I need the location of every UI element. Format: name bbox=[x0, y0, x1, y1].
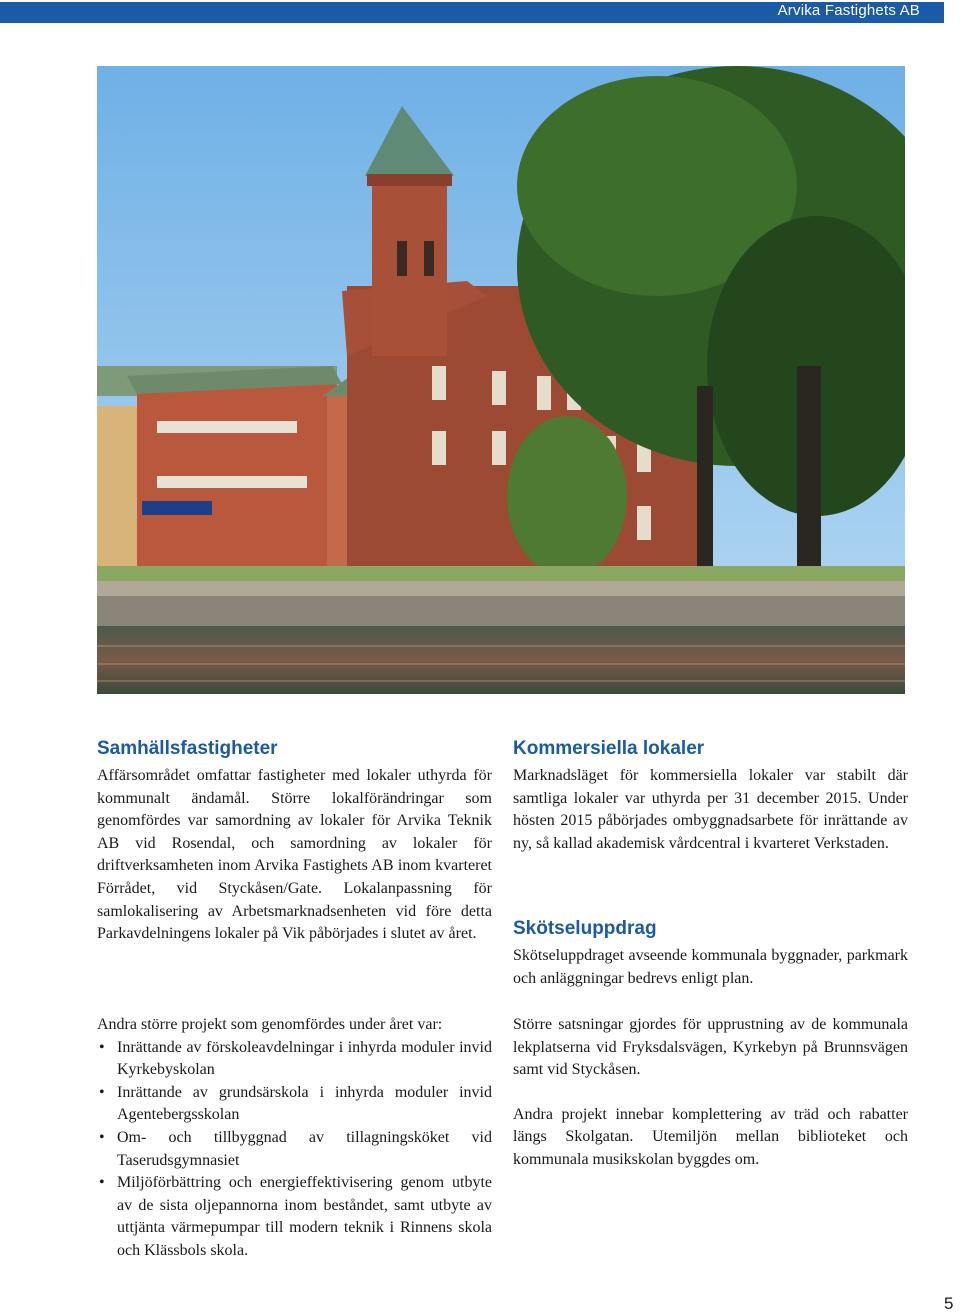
page-number: 5 bbox=[944, 1294, 954, 1313]
paragraph-satsningar: Större satsningar gjordes för upprustning av de kommunala lekplatserna vid Fryksdalsvägen, Kyrkebyn på Brunnsvägen samt vid Styckåsen. bbox=[513, 1016, 908, 1079]
list-item: • Inrättande av förskoleavdelningar i inhyrda moduler invid Kyrkebyskolan bbox=[99, 1038, 492, 1079]
left-column bbox=[97, 737, 492, 946]
paragraph-samhallsfastigheter: Affärsområdet omfattar fastigheter med lokaler uthyrda för kommunalt ändamål. Större lokalförändringar som genomfördes var samordning av lokaler för Arvika Teknik AB vid Rosendal, och samordning av lokaler för driftverksamheten inom Arvika Fastighets AB inom kvarteret Förrådet, vid Styckåsen/Gate. Lokalanpassning för samlokalisering av Arbetsmarknadsenheten vid före detta Parkavdelningens lokaler på Vik påbörjades i slutet av året. bbox=[97, 767, 492, 943]
projects-section bbox=[97, 1014, 492, 1263]
heading-skotseluppdrag: Skötseluppdrag bbox=[513, 918, 657, 939]
paragraph-kommersiella-lokaler: Marknadsläget för kommersiella lokaler var stabilt där samtliga lokaler var uthyrda per 31 december 2015. Under hösten 2015 påbörjades ombyggnadsarbete för inrättande av ny, så kallad akademisk vårdcentral i kvarteret Verkstaden. bbox=[513, 767, 908, 852]
bullet-icon: • bbox=[99, 1038, 105, 1056]
header-title: Arvika Fastighets AB bbox=[777, 2, 920, 19]
photo bbox=[97, 66, 905, 694]
list-item: • Miljöförbättring och energieffektivisering genom utbyte av de sista oljepannorna inom beståndet, samt utbyte av uttjänta värmepumpar till modern teknik i Rinnens skola och Klässbols skola. bbox=[99, 1174, 492, 1259]
satsningar-section bbox=[513, 1014, 908, 1172]
projects-list bbox=[97, 1037, 492, 1263]
projects-intro: Andra större projekt som genomfördes under året var: bbox=[97, 1016, 443, 1033]
list-item: • Om- och tillbyggnad av tillagningsköket vid Taserudsgymnasiet bbox=[99, 1128, 492, 1169]
right-column bbox=[513, 737, 908, 855]
paragraph-andra-projekt: Andra projekt innebar komplettering av träd och rabatter längs Skolgatan. Utemiljön mellan biblioteket och kommunala musikskolan byggdes om. bbox=[513, 1105, 908, 1168]
heading-kommersiella-lokaler: Kommersiella lokaler bbox=[513, 738, 705, 759]
list-item: • Inrättande av grundsärskola i inhyrda moduler invid Agentebergsskolan bbox=[99, 1083, 492, 1124]
paragraph-skotseluppdrag: Skötseluppdraget avseende kommunala byggnader, parkmark och anläggningar bedrevs enligt plan. bbox=[513, 947, 908, 987]
bullet-icon: • bbox=[99, 1083, 105, 1101]
bullet-icon: • bbox=[99, 1128, 105, 1146]
bullet-icon: • bbox=[99, 1174, 105, 1192]
skotsel-section bbox=[513, 917, 908, 990]
heading-samhallsfastigheter: Samhällsfastigheter bbox=[97, 738, 278, 759]
